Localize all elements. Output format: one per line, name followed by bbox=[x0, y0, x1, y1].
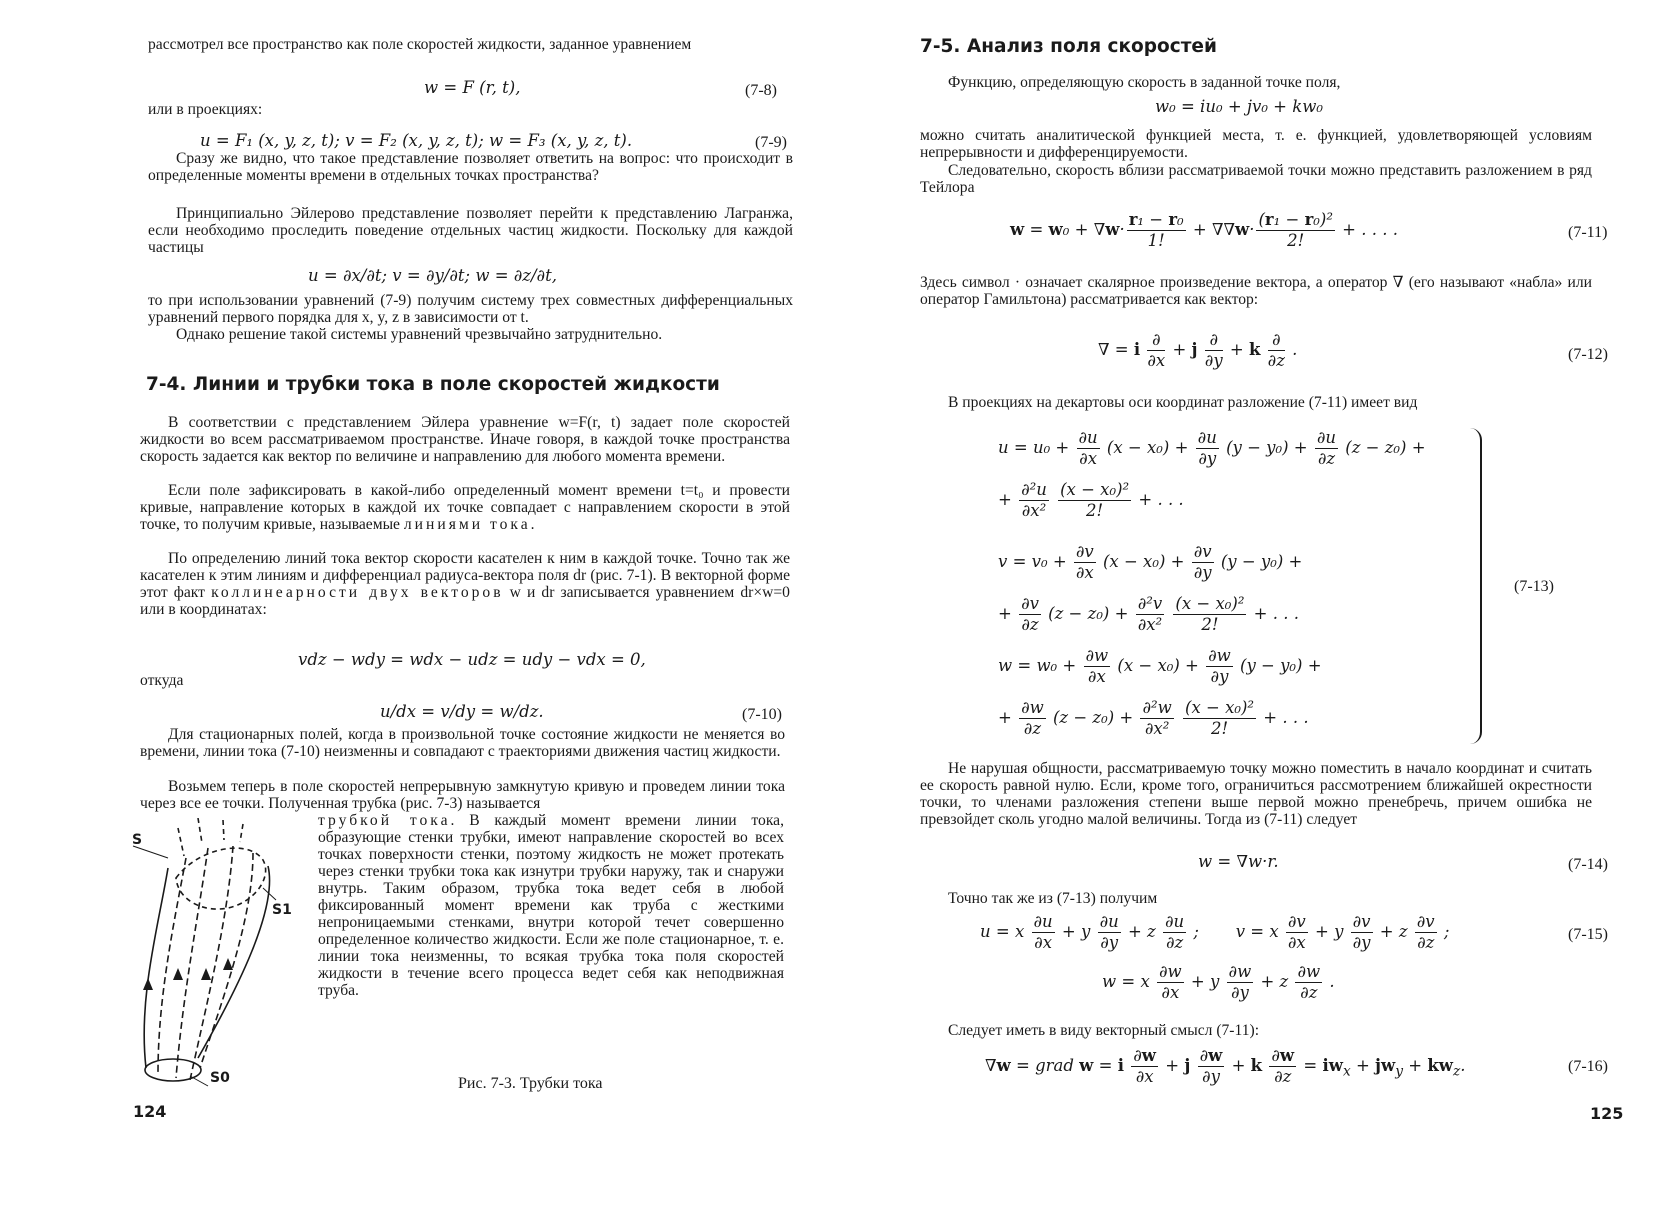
equation-7-11: w = w₀ + ∇w· $\frac{\text{r₁ − r₀}}{1!}$ + ∇∇w· $\frac{\text{(r₁ − r₀)²}}{2!}$ + . . . . bbox=[1010, 210, 1398, 250]
page-number-left: 124 bbox=[133, 1102, 167, 1121]
paragraph-euler-field: В соответствии с представлением Эйлера уравнение w=F(r, t) задает поле скоростей жидкости во всем рассматриваемом пространстве. Иначе говоря, в каждой точке пространства скорость задается как вектор по величине и направлению для любого момента времени. bbox=[140, 414, 790, 465]
equation-7-8: w = F (r, t), bbox=[424, 78, 521, 97]
otkuda-label: откуда bbox=[140, 672, 184, 689]
section-heading-7-4: 7-4. Линии и трубки тока в поле скоростей жидкости bbox=[146, 374, 720, 395]
paragraph-vector-meaning: Следует иметь в виду векторный смысл (7-11): bbox=[948, 1022, 1260, 1039]
paragraph-tangent bbox=[140, 550, 790, 618]
equation-7-15-line2: w = x $\frac{\partial w}{\partial x}$ + y $\frac{\partial w}{\partial y}$ + z $\frac{\partial w}{\partial z}$ . bbox=[1102, 962, 1335, 1002]
figure-label-s0: S0 bbox=[210, 1070, 230, 1086]
intro-paragraph: рассмотрел все пространство как поле скоростей жидкости, заданное уравнением bbox=[148, 36, 692, 53]
right-page bbox=[830, 0, 1678, 1220]
streamlines-text: Если поле зафиксировать в какой-либо определенный момент времени t=t₀ и провести кривые, направление которых в каждой их точке совпадает с направлением скорости в этой точке, то получим кривые, называемые bbox=[140, 482, 790, 533]
figure-stream-tube bbox=[128, 818, 308, 1098]
paragraph-stationary: Для стационарных полей, когда в произвольной точке состояние жидкости не меняется во времени, линии тока (7-10) неизменны и совпадают с траекториями движения частиц жидкости. bbox=[140, 726, 785, 760]
equation-7-8-number: (7-8) bbox=[745, 82, 777, 99]
tube-intro-text: Возьмем теперь в поле скоростей непрерывную замкнутую кривую и проведем линии тока через все ее точки. Полученная трубка (рис. 7-3) называется bbox=[140, 778, 785, 812]
paragraph-system: то при использовании уравнений (7-9) получим систему трех совместных дифференциальных уравнений первого порядка для x, y, z в зависимости от t. bbox=[148, 292, 793, 326]
page-number-right: 125 bbox=[1590, 1104, 1624, 1123]
paragraph-streamlines: Если поле зафиксировать в какой-либо определенный момент времени t=t₀ и провести кривые, направление которых в каждой их точке совпадает с направлением скорости в этой точке, то получим кривые, называемые линиями тока. bbox=[140, 482, 790, 533]
term-streamlines: линиями тока bbox=[403, 516, 531, 533]
equation-partial-velocities: u = ∂x/∂t; v = ∂y/∂t; w = ∂z/∂t, bbox=[308, 266, 557, 285]
paragraph-taylor: Следовательно, скорость вблизи рассматриваемой точки можно представить разложением в ряд Тейлора bbox=[920, 162, 1592, 196]
equation-7-12: ∇ = i $\frac{\partial}{\partial x}$ + j $\frac{\partial}{\partial y}$ + k $\frac{\partial}{\partial z}$ . bbox=[1098, 330, 1298, 370]
equation-7-13-u1: u = u₀ + $\frac{\partial u}{\partial x}$ (x − x₀) + $\frac{\partial u}{\partial y}$ (y − y₀) + $\frac{\partial u}{\partial z}$ (z − z₀) + bbox=[998, 428, 1426, 468]
projections-label: или в проекциях: bbox=[148, 101, 263, 118]
equation-7-10-number: (7-10) bbox=[742, 706, 782, 723]
paragraph-tube-body: трубкой тока. В каждый момент времени линии тока, образующие стенки трубки, имеют направление скоростей во всех точках поверхности стенки, поэтому жидкость не может протекать через стенки трубки тока как изнутри трубки наружу, так и снаружи внутрь. Таким образом, трубка тока ведет себя в любой фиксированный момент времени как труба с жесткими непроницаемыми стенками, внутри которой течет совершенно определенное количество жидкости. Если же поле стационарное, т. е. линии тока неизменны, то всякая трубка тока поля скоростей жидкости в течение всего процесса ведет себя как неподвижная труба. bbox=[318, 812, 784, 999]
paragraph-projections: В проекциях на декартовы оси координат разложение (7-11) имеет вид bbox=[948, 394, 1418, 411]
figure-label-s: S bbox=[132, 832, 143, 848]
figure-caption: Рис. 7-3. Трубки тока bbox=[458, 1075, 603, 1092]
equation-7-9: u = F₁ (x, y, z, t); v = F₂ (x, y, z, t); w = F₃ (x, y, z, t). bbox=[200, 131, 633, 150]
tube-body-text: В каждый момент времени линии тока, образующие стенки трубки, имеют направление скоростей во всех точках поверхности стенки, поэтому жидкость не может протекать через стенки трубки тока как изнутри трубки наружу, так и снаружи внутрь. Таким образом, трубка тока ведет себя в любой фиксированный момент времени как труба с жесткими непроницаемыми стенками, внутри которой течет совершенно определенное количество жидкости. Если же поле стационарное, т. е. линии тока неизменны, то всякая трубка тока поля скоростей жидкости в течение всего процесса ведет себя как неподвижная труба. bbox=[318, 812, 784, 999]
equation-7-10: u/dx = v/dy = w/dz. bbox=[380, 702, 544, 721]
equation-7-16-number: (7-16) bbox=[1568, 1058, 1608, 1075]
equation-7-11-number: (7-11) bbox=[1568, 224, 1608, 241]
equation-7-14-number: (7-14) bbox=[1568, 856, 1608, 873]
paragraph-function: Функцию, определяющую скорость в заданной точке поля, bbox=[948, 74, 1341, 91]
paragraph-tube-intro bbox=[140, 778, 785, 812]
figure-label-s1: S1 bbox=[272, 902, 292, 918]
equation-7-12-number: (7-12) bbox=[1568, 346, 1608, 363]
section-heading-7-5: 7-5. Анализ поля скоростей bbox=[920, 36, 1217, 57]
tangent-text-end: w и dr записывается уравнением dr×w=0 или в координатах: bbox=[140, 584, 790, 618]
paragraph-lagrange: Принципиально Эйлерово представление позволяет перейти к представлению Лагранжа, если необходимо проследить поведение отдельных частиц жидкости. Поскольку для каждой частицы bbox=[148, 205, 793, 256]
term-stream-tube: трубкой тока bbox=[318, 812, 451, 829]
paragraph-analytic: можно считать аналитической функцией места, т. е. функцией, удовлетворяющей условиям непрерывности и дифференцируемости. bbox=[920, 127, 1592, 161]
equation-7-14: w = ∇w·r. bbox=[1198, 852, 1279, 871]
equation-7-13-v1: v = v₀ + $\frac{\partial v}{\partial x}$ (x − x₀) + $\frac{\partial v}{\partial y}$ (y − y₀) + bbox=[998, 542, 1303, 582]
equation-7-13-brace bbox=[1470, 428, 1482, 744]
equation-7-9-number: (7-9) bbox=[755, 134, 787, 151]
paragraph-answer-question: Сразу же видно, что такое представление позволяет ответить на вопрос: что происходит в определенные моменты времени в отдельных точках пространства? bbox=[148, 150, 793, 184]
equation-7-13-number: (7-13) bbox=[1514, 578, 1554, 595]
equation-7-15-line1: u = x $\frac{\partial u}{\partial x}$ + y $\frac{\partial u}{\partial y}$ + z $\frac{\partial u}{\partial z}$ ; v = x $\frac{\partial v}{\partial x}$ + y $\frac{\partial v}{\partial y}$ + z $\frac{\partial v}{\partial z}$ ; bbox=[980, 912, 1450, 952]
paragraph-origin: Не нарушая общности, рассматриваемую точку можно поместить в начало координат и считать ее скорость равной нулю. Если, кроме того, ограничиться рассмотрением ближайшей окрестности точки, то членами разложения степени выше первой можно пренебречь, причем ошибка не превзойдет сколь угодно малой величины. Тогда из (7-11) следует bbox=[920, 760, 1592, 828]
equation-7-13-w2: + $\frac{\partial w}{\partial z}$ (z − z₀) + $\frac{\text{∂²w}}{\text{∂x²}}$ $\frac{\text{(x − x₀)²}}{2!}$ + . . . bbox=[998, 698, 1309, 738]
left-page bbox=[0, 0, 830, 1220]
equation-collinearity: vdz − wdy = wdx − udz = udy − vdx = 0, bbox=[298, 650, 646, 669]
equation-w0: w₀ = iu₀ + jv₀ + kw₀ bbox=[1155, 97, 1323, 116]
paragraph-similarly: Точно так же из (7-13) получим bbox=[948, 890, 1158, 907]
equation-7-15-number: (7-15) bbox=[1568, 926, 1608, 943]
equation-7-16: ∇w = grad w = i $\frac{\partial w}{\partial x}$ + j $\frac{\partial w}{\partial y}$ + k $\frac{\partial w}{\partial z}$ = $iw_x + jw_y + kw_z$. bbox=[985, 1046, 1466, 1086]
paragraph-nabla: Здесь символ · означает скалярное произведение вектора, а оператор ∇ (его называют «набла» или оператор Гамильтона) рассматривается как вектор: bbox=[920, 274, 1592, 308]
tangent-text: По определению линий тока вектор скорости касателен к ним в каждой точке. Точно так же касателен к этим линиям и дифференциал радиуса-вектора поля dr (рис. 7-1). В векторной форме этот факт bbox=[140, 550, 790, 601]
equation-7-13-u2: + $\frac{\text{∂²u}}{\text{∂x²}}$ $\frac{\text{(x − x₀)²}}{2!}$ + . . . bbox=[998, 480, 1184, 520]
equation-7-13-w1: w = w₀ + $\frac{\partial w}{\partial x}$ (x − x₀) + $\frac{\partial w}{\partial y}$ (y − y₀) + bbox=[998, 646, 1322, 686]
term-collinearity: коллинеарности двух векторов bbox=[211, 584, 504, 601]
paragraph-difficulty: Однако решение такой системы уравнений чрезвычайно затруднительно. bbox=[176, 326, 663, 343]
equation-7-13-v2: + $\frac{\partial v}{\partial z}$ (z − z₀) + $\frac{\text{∂²v}}{\text{∂x²}}$ $\frac{\text{(x − x₀)²}}{2!}$ + . . . bbox=[998, 594, 1299, 634]
